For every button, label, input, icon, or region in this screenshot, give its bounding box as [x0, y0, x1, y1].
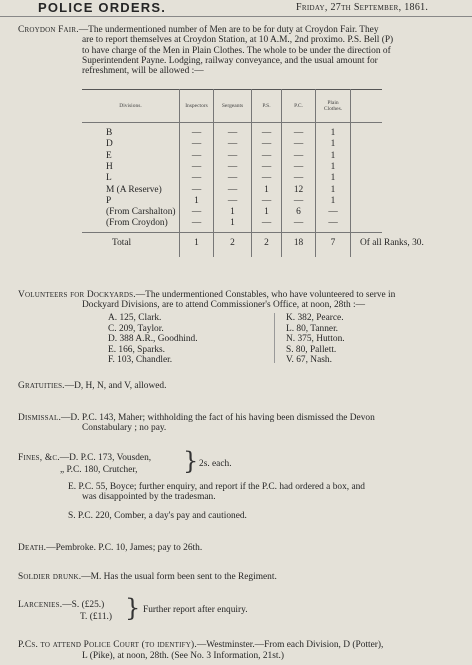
table-cell: —	[261, 173, 272, 184]
table-header-divisions: Divisions.	[119, 103, 142, 109]
dismissal-line-1: Dismissal.—D. P.C. 143, Maher; withholding the fact of his having been dismissed the Devon	[18, 413, 375, 423]
table-cell: —	[191, 128, 202, 138]
table-cell: —	[293, 173, 304, 184]
table-row-division: P	[106, 195, 112, 206]
total-plain-clothes: 7	[330, 238, 336, 248]
table-col-divider	[350, 89, 351, 257]
table-cell: —	[227, 139, 238, 150]
croydon-line-3: to have charge of the Men in Plain Clothes. The whole to be under the direction of	[82, 46, 391, 56]
fines-line-d1: Fines, &c.—D. P.C. 173, Vousden,	[18, 453, 152, 463]
table-cell: —	[227, 161, 238, 172]
table-row-division: (From Carshalton)	[106, 207, 176, 218]
table-cell: —	[191, 173, 202, 184]
volunteer-entry: E. 166, Sparks.	[108, 344, 166, 355]
soldier-drunk-section: Soldier drunk.—M. Has the usual form been sent to the Regiment.	[18, 572, 277, 582]
table-cell: 1	[264, 207, 269, 218]
volunteers-heading: Volunteers for Dockyards.	[18, 290, 136, 300]
table-row-division: B	[106, 128, 113, 138]
total-sergeants: 2	[230, 238, 235, 248]
volunteer-entry: A. 125, Clark.	[108, 313, 162, 323]
table-cell: 12	[293, 184, 304, 195]
volunteers-line-1: Volunteers for Dockyards.—The undermentioned Constables, who have volunteered to serve in	[18, 290, 396, 300]
soldier-drunk-heading: Soldier drunk.	[18, 572, 82, 582]
table-all-ranks: Of all Ranks, 30.	[360, 238, 424, 248]
table-header-pc: P.C.	[294, 103, 303, 109]
table-cell: —	[191, 184, 202, 195]
table-total-rule	[82, 232, 382, 233]
table-row-division: M (A Reserve)	[106, 184, 162, 195]
police-court-line-1: P.Cs. to attend Police Court (to identify).—Westminster.—From each Division, D (Potter),	[18, 640, 384, 650]
table-cell: —	[227, 195, 238, 206]
volunteer-entry: N. 375, Hutton.	[286, 334, 345, 344]
total-pc: 18	[293, 238, 304, 248]
volunteer-entry: L. 80, Tanner.	[286, 323, 339, 334]
police-court-line-2: L (Pike), at noon, 28th. (See No. 3 Information, 21st.)	[82, 651, 284, 661]
table-cell: —	[227, 128, 238, 138]
table-cell: —	[261, 195, 272, 206]
table-cell: —	[261, 128, 272, 138]
table-cell: 1	[264, 184, 269, 195]
table-header-sergeants: Sergeants	[221, 103, 244, 109]
table-cell: 1	[230, 218, 235, 229]
croydon-line-5: refreshment, will be allowed :—	[82, 66, 204, 76]
croydon-heading: Croydon Fair.	[18, 25, 79, 35]
document-title: POLICE ORDERS.	[38, 0, 167, 15]
total-ps: 2	[264, 238, 269, 248]
volunteer-entry: C. 209, Taylor.	[108, 323, 164, 334]
table-top-rule	[82, 89, 382, 90]
table-cell: 1	[230, 207, 235, 218]
table-total-label: Total	[112, 238, 132, 248]
table-cell: —	[191, 161, 202, 172]
document-date: Friday, 27th September, 1861.	[296, 2, 429, 13]
volunteers-divider	[274, 313, 275, 363]
table-row-division: E	[106, 150, 112, 161]
volunteer-entry: D. 388 A.R., Goodhind.	[108, 334, 198, 344]
table-cell: 6	[296, 207, 301, 218]
death-heading: Death.	[18, 543, 47, 553]
larcenies-text: Further report after enquiry.	[143, 605, 248, 615]
fines-line-e1: E. P.C. 55, Boyce; further enquiry, and report if the P.C. had ordered a box, and	[68, 482, 365, 492]
table-cell: —	[293, 150, 304, 161]
table-cell: —	[227, 184, 238, 195]
table-cell: 1	[330, 161, 336, 172]
police-court-heading: P.Cs. to attend Police Court (to identify).	[18, 640, 197, 650]
fines-each: 2s. each.	[199, 459, 232, 469]
larcenies-line-s: Larcenies.—S. (£25.)	[18, 600, 105, 610]
table-cell: —	[191, 218, 202, 229]
dismissal-heading: Dismissal.	[18, 413, 62, 423]
table-cell: —	[261, 161, 272, 172]
volunteer-entry: V. 67, Nash.	[286, 355, 332, 365]
table-cell: 1	[330, 128, 336, 138]
gratuities-section: Gratuities.—D, H, N, and V, allowed.	[18, 381, 167, 391]
table-header-rule	[82, 122, 382, 123]
table-cell: —	[191, 150, 202, 161]
larcenies-line-t: T. (£11.)	[80, 612, 113, 622]
volunteers-line-2: Dockyard Divisions, are to attend Commissioner's Office, at noon, 28th :—	[82, 300, 365, 310]
table-cell: 1	[330, 184, 336, 195]
table-header-plain-clothes: Plain Clothes.	[323, 100, 343, 112]
table-cell: 1	[330, 139, 336, 150]
table-cell: —	[261, 218, 272, 229]
table-cell: —	[227, 173, 238, 184]
larcenies-heading: Larcenies.	[18, 600, 63, 610]
fines-line-s: S. P.C. 220, Comber, a day's pay and cautioned.	[68, 511, 247, 521]
table-row-division: L	[106, 173, 112, 184]
fines-brace: }	[183, 447, 199, 475]
header-rule	[0, 16, 472, 17]
death-section: Death.—Pembroke. P.C. 10, James; pay to 26th.	[18, 543, 203, 553]
table-row-division: H	[106, 161, 113, 172]
table-cell: —	[293, 195, 304, 206]
table-cell: —	[293, 218, 304, 229]
larcenies-brace: }	[125, 594, 141, 622]
table-cell: —	[328, 207, 338, 218]
table-cell: —	[328, 218, 338, 229]
table-cell: —	[293, 139, 304, 150]
volunteer-entry: F. 103, Chandler.	[108, 355, 173, 365]
volunteer-entry: K. 382, Pearce.	[286, 313, 344, 323]
croydon-line-2: are to report themselves at Croydon Station, at 10 A.M., 2nd proximo. P.S. Bell (P)	[82, 35, 394, 45]
table-cell: —	[261, 139, 272, 150]
fines-line-d2: „ P.C. 180, Crutcher,	[60, 465, 138, 475]
table-cell: 1	[330, 150, 336, 161]
table-cell: —	[293, 161, 304, 172]
croydon-line-1: Croydon Fair.—The undermentioned number of Men are to be for duty at Croydon Fair. They	[18, 25, 379, 35]
table-cell: —	[191, 139, 202, 150]
volunteer-entry: S. 80, Pallett.	[286, 344, 337, 355]
gratuities-heading: Gratuities.	[18, 381, 65, 391]
dismissal-line-2: Constabulary ; no pay.	[82, 423, 167, 433]
table-cell: —	[191, 207, 202, 218]
table-header-ps: P.S.	[262, 103, 271, 109]
table-cell: 1	[330, 173, 336, 184]
table-cell: —	[293, 128, 304, 138]
table-cell: —	[227, 150, 238, 161]
table-header-inspectors: Inspectors	[185, 103, 208, 109]
fines-line-e2: was disappointed by the tradesman.	[82, 492, 216, 502]
table-cell: 1	[194, 195, 199, 206]
table-cell: 1	[330, 195, 336, 206]
total-inspectors: 1	[194, 238, 199, 248]
croydon-line-4: Superintendent Payne. Lodging, railway conveyance, and the usual amount for	[82, 56, 378, 66]
table-row-division: D	[106, 139, 113, 150]
table-row-division: (From Croydon)	[106, 218, 168, 229]
fines-heading: Fines, &c.	[18, 453, 60, 463]
table-cell: —	[261, 150, 272, 161]
